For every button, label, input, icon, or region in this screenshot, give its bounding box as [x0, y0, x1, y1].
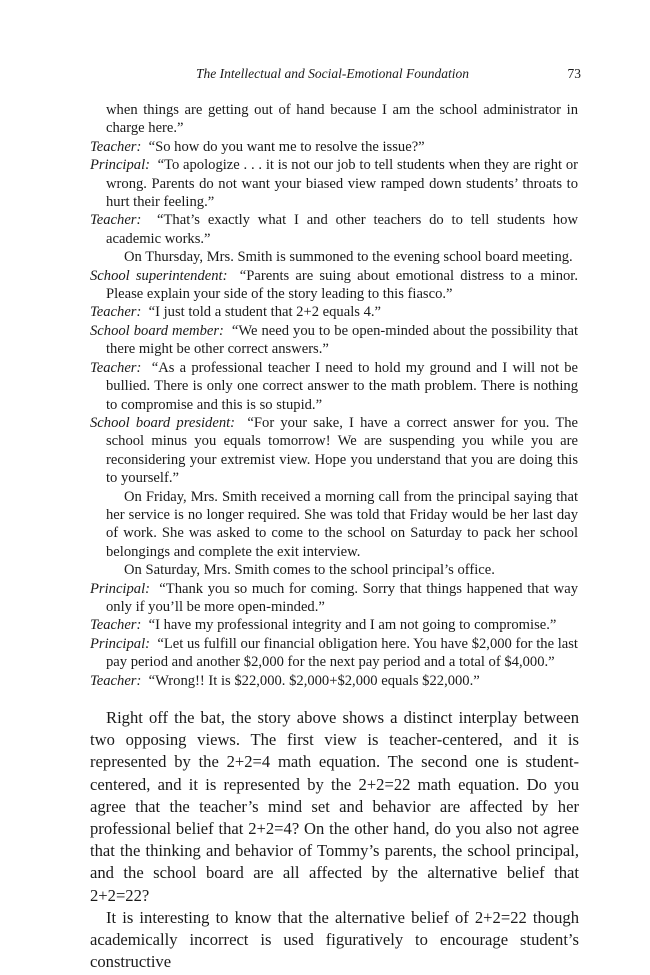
- speaker-label: Principal:: [90, 635, 150, 652]
- speaker-label: School superintendent:: [90, 267, 228, 284]
- dialogue-line: School superintendent: “Parents are suing about emotional distress to a minor. Please explain your side of the story leading to this fiasco.”: [90, 267, 579, 303]
- speaker-label: Teacher:: [90, 138, 142, 155]
- dialogue-line: School board president: “For your sake, I have a correct answer for you. The school minus you equals tomorrow! We are suspending you while you are reconsidering your extremist view. Hope you understand that you are doing this to yourself.”: [90, 414, 579, 487]
- speaker-label: Principal:: [90, 580, 150, 597]
- speaker-label: School board member:: [90, 322, 224, 339]
- dialogue-line: when things are getting out of hand because I am the school administrator in charge here.”: [106, 102, 578, 137]
- speaker-label: Teacher:: [90, 617, 142, 634]
- dialogue-line: Principal: “Let us fulfill our financial obligation here. You have $2,000 for the last pay period and another $2,000 for the next pay period and a total of $4,000.”: [90, 635, 578, 671]
- dialogue-line: Principal: “To apologize . . . it is not our job to tell students when they are right or wrong. Parents do not want your biased view ramped down students’ throats to hurt their feeling.”: [90, 157, 578, 211]
- dialogue-block: [90, 101, 578, 690]
- narration-line: On Friday, Mrs. Smith received a morning call from the principal saying that her service is no longer required. She was told that Friday would be her last day of work. She was asked to come to the school on Saturday to pack her school belongings and complete the exit interview.: [106, 488, 578, 560]
- dialogue-line: Teacher: “Wrong!! It is $22,000. $2,000+$2,000 equals $22,000.”: [90, 672, 480, 689]
- speaker-label: Principal:: [90, 157, 150, 174]
- running-title: The Intellectual and Social-Emotional Foundation: [196, 66, 469, 81]
- narration-line: On Thursday, Mrs. Smith is summoned to the evening school board meeting.: [124, 249, 573, 266]
- dialogue-line: Principal: “Thank you so much for coming. Sorry that things happened that way only if you’ll be more open-minded.”: [90, 580, 578, 615]
- running-header: [196, 66, 581, 84]
- speaker-label: Teacher:: [90, 672, 142, 689]
- narration-line: On Saturday, Mrs. Smith comes to the school principal’s office.: [124, 562, 495, 579]
- body-paragraph: Right off the bat, the story above shows a distinct interplay between two opposing views. The first view is teacher-centered, and it is represented by the 2+2=4 math equation. The second one is student-centered, and it is represented by the 2+2=22 math equation. Do you agree that the teacher’s mind set and behavior are affected by her professional belief that 2+2=4? On the other hand, do you also not agree that the thinking and behavior of Tommy’s parents, the school principal, and the school board are all affected by the alternative belief that 2+2=22?: [90, 708, 579, 905]
- speaker-label: Teacher:: [90, 304, 142, 321]
- dialogue-line: Teacher: “As a professional teacher I need to hold my ground and I will not be bullied. There is only one correct answer to the math problem. There is nothing to compromise and this is so stupid.”: [90, 359, 579, 413]
- body-paragraph: It is interesting to know that the alternative belief of 2+2=22 though academically incorrect is used figuratively to encourage student’s constructive: [90, 907, 579, 972]
- dialogue-line: Teacher: “So how do you want me to resolve the issue?”: [90, 138, 425, 155]
- page-number: 73: [567, 66, 581, 81]
- body-text: [90, 707, 579, 973]
- speaker-label: Teacher:: [90, 359, 142, 376]
- dialogue-line: School board member: “We need you to be open-minded about the possibility that there might be other correct answers.”: [90, 322, 578, 358]
- speaker-label: School board president:: [90, 414, 236, 431]
- speaker-label: Teacher:: [90, 212, 142, 229]
- dialogue-line: Teacher: “I just told a student that 2+2 equals 4.”: [90, 304, 382, 321]
- dialogue-line: Teacher: “I have my professional integrity and I am not going to compromise.”: [90, 617, 557, 634]
- dialogue-line: Teacher: “That’s exactly what I and other teachers do to tell students how academic works.”: [90, 212, 578, 247]
